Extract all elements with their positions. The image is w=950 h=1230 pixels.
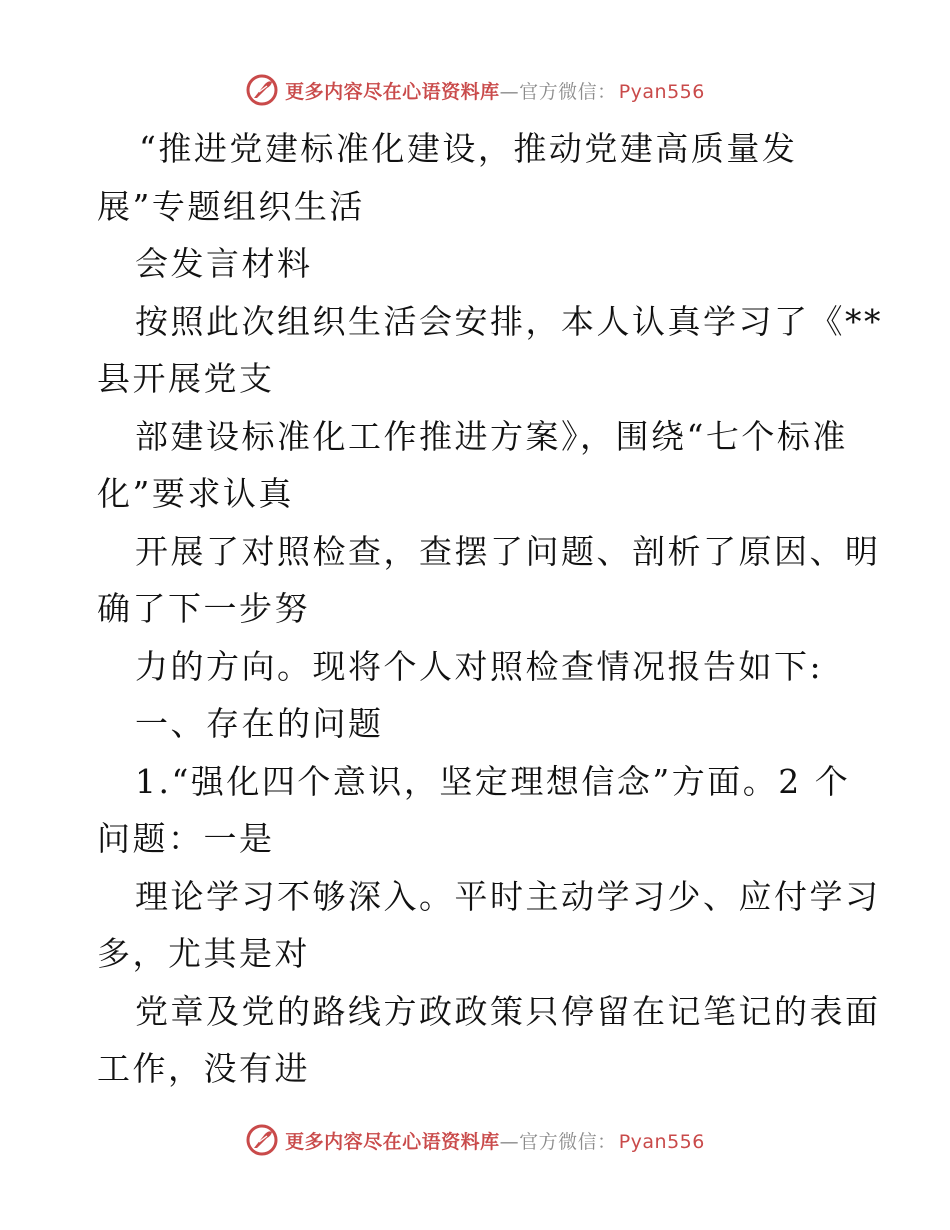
watermark-wechat-id: Pyan556 bbox=[618, 1130, 705, 1153]
document-line: 开展了对照检查，查摆了问题、剖析了原因、明 bbox=[135, 531, 881, 571]
watermark-dash: — bbox=[499, 1130, 520, 1153]
watermark-main-text: 更多内容尽在心语资料库 bbox=[285, 1130, 500, 1153]
watermark-dash: — bbox=[499, 80, 520, 103]
watermark-wechat-label: 官方微信： bbox=[519, 1130, 617, 1153]
document-line: 问题：一是 bbox=[97, 819, 275, 858]
document-line: 工作，没有进 bbox=[97, 1049, 310, 1088]
quill-logo-icon bbox=[245, 1123, 279, 1157]
document-line: 化”要求认真 bbox=[97, 474, 294, 513]
document-line: 县开展党支 bbox=[97, 359, 275, 398]
watermark-text bbox=[285, 77, 705, 104]
document-line: 会发言材料 bbox=[135, 244, 313, 283]
watermark-main-text: 更多内容尽在心语资料库 bbox=[285, 80, 500, 103]
document-line: 力的方向。现将个人对照检查情况报告如下: bbox=[135, 646, 824, 686]
quill-logo-icon bbox=[245, 73, 279, 107]
document-line: “推进党建标准化建设，推动党建高质量发 bbox=[139, 129, 798, 168]
watermark-banner-bottom bbox=[0, 1120, 950, 1160]
document-line: 多，尤其是对 bbox=[97, 934, 310, 973]
document-line: 部建设标准化工作推进方案》，围绕“七个标准 bbox=[135, 416, 848, 456]
document-line: 党章及党的路线方政政策只停留在记笔记的表面 bbox=[135, 991, 881, 1031]
watermark-wechat-id: Pyan556 bbox=[618, 80, 705, 103]
document-line: 展”专题组织生活 bbox=[97, 186, 365, 226]
watermark-text bbox=[285, 1127, 705, 1154]
document-line: 理论学习不够深入。平时主动学习少、应付学习 bbox=[135, 876, 881, 916]
document-line: 确了下一步努 bbox=[97, 589, 310, 628]
document-line: 按照此次组织生活会安排，本人认真学习了《** bbox=[135, 301, 883, 341]
watermark-wechat-label: 官方微信： bbox=[519, 80, 617, 103]
document-body bbox=[97, 120, 883, 1098]
watermark-banner-top bbox=[0, 70, 950, 110]
document-line: 1.“强化四个意识，坚定理想信念”方面。2 个 bbox=[135, 761, 851, 801]
document-line: 一、存在的问题 bbox=[135, 704, 384, 743]
